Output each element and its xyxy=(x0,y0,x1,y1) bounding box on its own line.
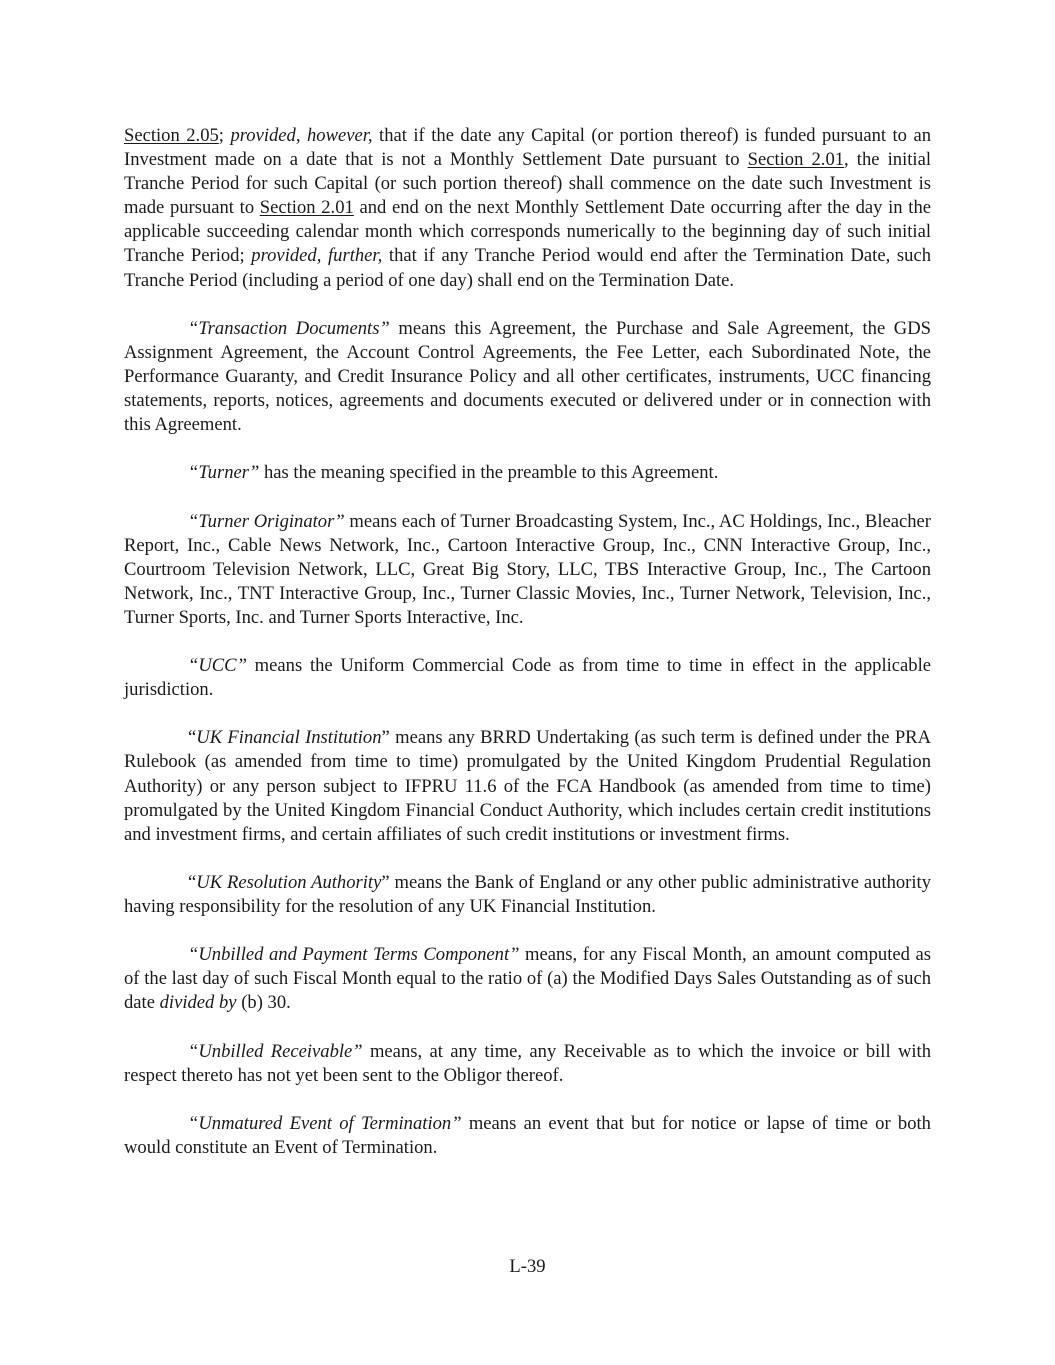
definition-text: means, at any time, any Receivable as to which the invoice or bill with respect thereto has not yet been sent to the Obligor thereof. xyxy=(124,1040,931,1086)
definition-text: ” means any BRRD Undertaking (as such term is defined under the PRA Rulebook (as amended from time to time) promulgated by the United Kingdom Prudential Regulation Authority) or any person subject to IFPRU 11.6 of the FCA Handbook (as amended from time to time) promulgated by the United Kingdom Financial Conduct Authority, which includes certain credit institutions and investment firms, and certain affiliates of such credit institutions or investment firms. xyxy=(124,727,932,845)
defined-term: “Unmatured Event of Termination” xyxy=(188,1112,462,1134)
definition-text: ” means the Bank of England or any other public administrative authority having responsibility for the resolution of any UK Financial Institution. xyxy=(124,871,931,917)
defined-term: “Unbilled and Payment Terms Component” xyxy=(188,944,520,966)
definition-unbilled-receivable xyxy=(124,1040,931,1088)
definition-turner-originator xyxy=(124,510,931,630)
defined-term: UK Financial Institution xyxy=(196,727,382,749)
definition-transaction-documents xyxy=(124,317,931,437)
document-page xyxy=(124,124,931,1184)
defined-term: UK Resolution Authority xyxy=(196,871,382,893)
definition-unbilled-and-payment-terms-component: “Unbilled and Payment Terms Component” means, for any Fiscal Month, an amount computed as of the last day of such Fiscal Month equal to the ratio of (a) the Modified Days Sales Outstanding as of such date divided by (b) 30. xyxy=(124,944,931,1014)
defined-term: “Turner” xyxy=(188,462,260,484)
page-number: L-39 xyxy=(509,1256,546,1277)
definition-text: means each of Turner Broadcasting System, Inc., AC Holdings, Inc., Bleacher Report, Inc., Cable News Network, Inc., Cartoon Interactive Group, Inc., CNN Interactive Group, Inc., Courtroom Television Network, LLC, Great Big Story, LLC, TBS Interactive Group, Inc., The Cartoon Network, Inc., TNT Interactive Group, Inc., Turner Classic Movies, Inc., Turner Network, Television, Inc., Turner Sports, Inc. and Turner Sports Interactive, Inc. xyxy=(124,510,931,628)
defined-term: “UCC” xyxy=(188,655,247,677)
definition-uk-financial-institution: “UK Financial Institution” means any BRRD Undertaking (as such term is defined under the PRA Rulebook (as amended from time to time) promulgated by the United Kingdom Prudential Regulation Authority) or any person subject to IFPRU 11.6 of the FCA Handbook (as amended from time to time) promulgated by the United Kingdom Financial Conduct Authority, which includes certain credit institutions and investment firms, and certain affiliates of such credit institutions or investment firms. xyxy=(124,727,932,845)
definition-text: means the Uniform Commercial Code as from time to time in effect in the applicable jurisdiction. xyxy=(124,655,931,701)
definition-text: means this Agreement, the Purchase and Sale Agreement, the GDS Assignment Agreement, the Account Control Agreements, the Fee Letter, each Subordinated Note, the Performance Guaranty, and Credit Insurance Policy and all other certificates, instruments, UCC financing statements, reports, notices, agreements and documents executed or delivered under or in connection with this Agreement. xyxy=(124,317,932,436)
tranche-period-definition-continuation: Section 2.05; provided, however, that if the date any Capital (or portion thereof) is funded pursuant to an Investment made on a date that is not a Monthly Settlement Date pursuant to Section 2.01, the initial Tranche Period for such Capital (or such portion thereof) shall commence on the date such Investment is made pursuant to Section 2.01 and end on the next Monthly Settlement Date occurring after the day in the applicable succeeding calendar month which corresponds numerically to the beginning day of such initial Tranche Period; provided, further, that if any Tranche Period would end after the Termination Date, such Tranche Period (including a period of one day) shall end on the Termination Date. xyxy=(124,125,931,291)
proviso-phrase: provided, however, xyxy=(230,125,373,146)
definition-text: has the meaning specified in the preamble to this Agreement. xyxy=(259,462,719,484)
proviso-phrase: provided, further, xyxy=(251,245,383,267)
emphasis-phrase: divided by xyxy=(159,992,237,1014)
definition-turner xyxy=(124,461,931,485)
definition-unmatured-event-of-termination xyxy=(124,1112,931,1160)
section-reference: Section 2.01 xyxy=(747,149,845,171)
section-reference: Section 2.01 xyxy=(259,197,354,219)
definition-text: means, for any Fiscal Month, an amount computed as of the last day of such Fiscal Month equal to the ratio of (a) the Modified Days Sales Outstanding as of such date xyxy=(124,944,931,1014)
defined-term: “Turner Originator” xyxy=(188,510,345,532)
defined-term: “Unbilled Receivable” xyxy=(188,1040,363,1062)
definition-text: means an event that but for notice or lapse of time or both would constitute an Event of Termination. xyxy=(124,1112,931,1158)
section-reference: Section 2.05 xyxy=(124,125,219,146)
definition-ucc xyxy=(124,654,931,702)
definition-uk-resolution-authority: “UK Resolution Authority” means the Bank of England or any other public administrative authority having responsibility for the resolution of any UK Financial Institution. xyxy=(124,871,931,917)
defined-term: “Transaction Documents” xyxy=(188,317,390,339)
